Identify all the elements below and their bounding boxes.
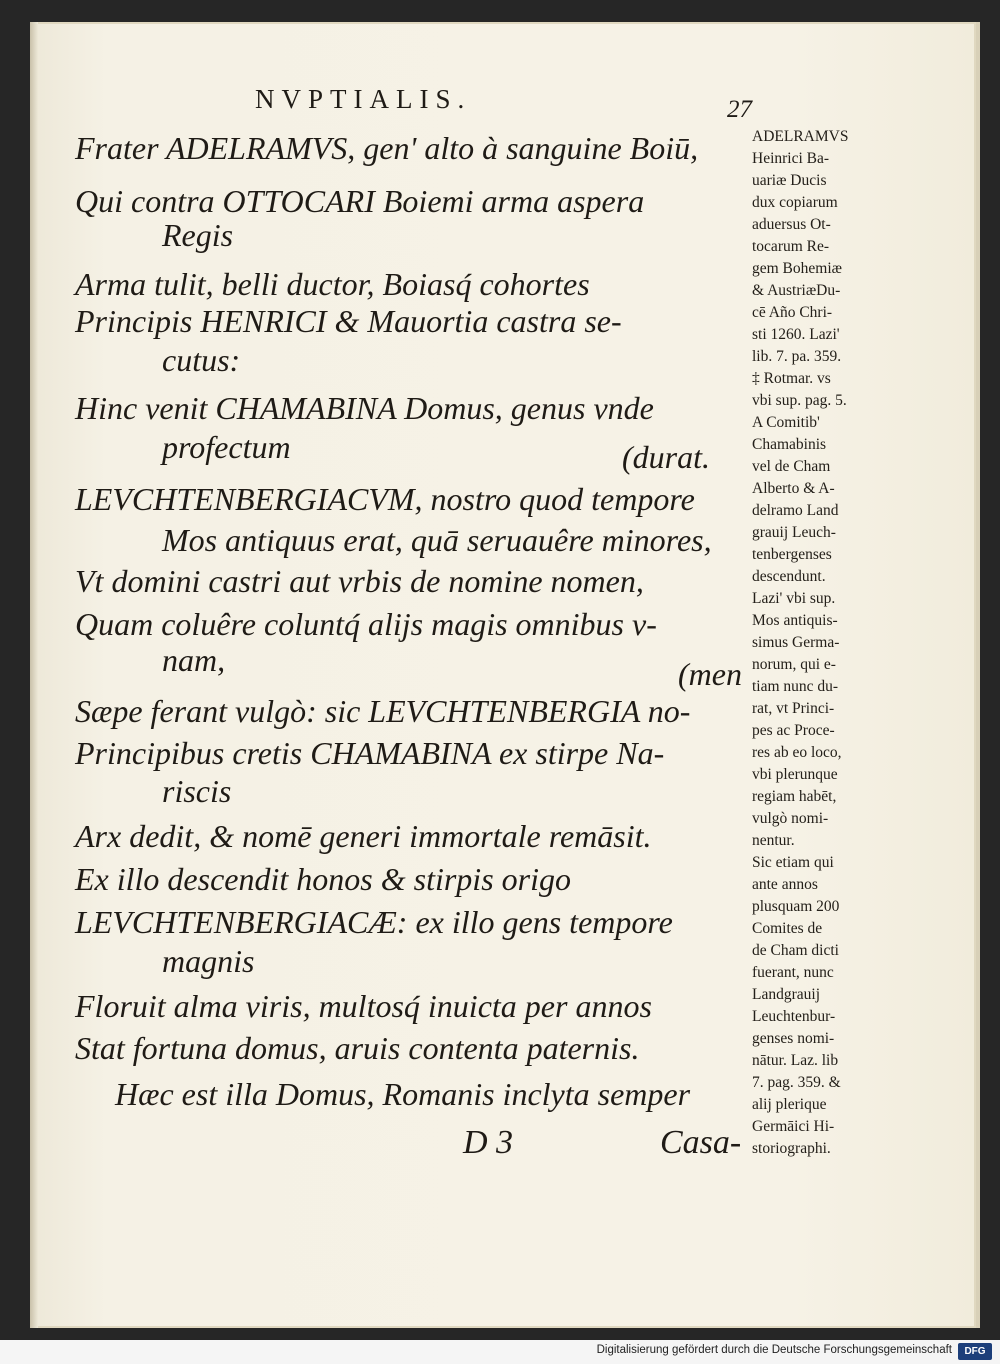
marginal-note-line: alij plerique (752, 1096, 827, 1113)
marginal-note-line: ‡ Rotmar. vs (752, 370, 831, 387)
marginal-note-line: delramo Land (752, 502, 839, 519)
verse-line: Mos antiquus erat, quā seruauêre minores, (162, 522, 712, 558)
verse-line: Regis (162, 217, 234, 253)
verse-line: riscis (162, 773, 232, 809)
marginal-note-line: simus Germa- (752, 634, 840, 651)
verse-line: Frater ADELRAMVS, gen' alto à sanguine Boiū, (75, 130, 699, 166)
verse-line: Principis HENRICI & Mauortia castra se- (75, 303, 622, 339)
marginal-note-line: ante annos (752, 876, 818, 893)
marginal-note-line: Heinrici Ba- (752, 150, 830, 167)
verse-line: LEVCHTENBERGIACVM, nostro quod tempore (75, 481, 695, 517)
marginal-note-line: tiam nunc du- (752, 678, 839, 695)
verse-line: Ex illo descendit honos & stirpis origo (75, 861, 571, 897)
marginal-note-line: tocarum Re- (752, 238, 830, 255)
marginal-note-line: Sic etiam qui (752, 854, 834, 871)
catchword: Casa- (660, 1124, 742, 1161)
marginal-note-line: pes ac Proce- (752, 722, 835, 739)
marginal-note-line: aduersus Ot- (752, 216, 831, 233)
marginal-note-line: Alberto & A- (752, 480, 835, 497)
marginal-note-line: storiographi. (752, 1140, 831, 1157)
marginal-note-line: dux copiarum (752, 194, 838, 211)
marginal-note-line: Chamabinis (752, 436, 827, 453)
marginal-note-line: ADELRAMVS (752, 128, 849, 145)
page-gutter-edge (30, 22, 38, 1328)
marginal-note-line: vulgò nomi- (752, 810, 829, 827)
marginal-note (752, 126, 902, 1160)
marginal-note-line: 7. pag. 359. & (752, 1074, 841, 1091)
marginal-note-line: plusquam 200 (752, 898, 840, 915)
marginal-note-line: de Cham dicti (752, 942, 839, 959)
marginal-note-line: norum, qui e- (752, 656, 836, 673)
verse-line: (durat. (622, 439, 710, 475)
signature-mark: D 3 (463, 1124, 514, 1161)
marginal-note-line: uariæ Ducis (752, 172, 827, 189)
marginal-note-line: rat, vt Princi- (752, 700, 835, 717)
verse-line: Vt domini castri aut vrbis de nomine nomen, (75, 563, 644, 599)
marginal-note-line: res ab eo loco, (752, 744, 842, 761)
verse-line: Arx dedit, & nomē generi immortale remāsit. (75, 818, 652, 854)
marginal-note-line: Germāici Hi- (752, 1118, 835, 1135)
marginal-note-line: gem Bohemiæ (752, 260, 842, 277)
verse-line: Qui contra OTTOCARI Boiemi arma aspera (75, 183, 645, 219)
running-head: NVPTIALIS. (255, 84, 472, 114)
verse-line: Sæpe ferant vulgò: sic LEVCHTENBERGIA no- (75, 693, 691, 729)
marginal-note-line: Lazi' vbi sup. (752, 590, 836, 607)
marginal-note-line: Comites de (752, 920, 823, 937)
marginal-note-line: vbi plerunque (752, 766, 838, 783)
marginal-note-line: grauij Leuch- (752, 524, 836, 541)
marginal-note-line: Mos antiquis- (752, 612, 838, 629)
marginal-note-line: lib. 7. pa. 359. (752, 348, 842, 365)
marginal-note-line: genses nomi- (752, 1030, 835, 1047)
marginal-note-line: cē Año Chri- (752, 304, 833, 321)
dfg-logo-icon: DFG (958, 1343, 992, 1360)
verse-line: (men (678, 656, 742, 692)
verse-line: cutus: (162, 342, 241, 378)
verse-line: Quam coluêre coluntq́ alijs magis omnibus v- (75, 606, 657, 642)
verse-line: Arma tulit, belli ductor, Boiasq́ cohortes (75, 266, 590, 302)
verse-line: profectum (162, 429, 291, 465)
verse-line: Floruit alma viris, multosq́ inuicta per annos (75, 988, 652, 1024)
marginal-note-line: nentur. (752, 832, 795, 849)
marginal-note-line: tenbergenses (752, 546, 832, 563)
marginal-note-line: fuerant, nunc (752, 964, 834, 981)
verse-line: Hinc venit CHAMABINA Domus, genus vnde (75, 390, 654, 426)
marginal-note-line: regiam habēt, (752, 788, 837, 805)
marginal-note-line: descendunt. (752, 568, 826, 585)
marginal-note-line: nātur. Laz. lib (752, 1052, 839, 1069)
marginal-note-line: A Comitib' (752, 414, 820, 431)
verse-line: Stat fortuna domus, aruis contenta paternis. (75, 1030, 640, 1066)
footer-bar (0, 1340, 1000, 1364)
page-number: 27 (727, 96, 752, 123)
verse-line: Principibus cretis CHAMABINA ex stirpe Na- (75, 735, 665, 771)
verse-line: Hæc est illa Domus, Romanis inclyta semper (115, 1076, 691, 1112)
marginal-note-line: & AustriæDu- (752, 282, 841, 299)
funding-notice: Digitalisierung gefördert durch die Deutsche Forschungsgemeinschaft (596, 1344, 952, 1356)
marginal-note-line: vbi sup. pag. 5. (752, 392, 847, 409)
verse-line: magnis (162, 943, 255, 979)
verse-line: nam, (162, 642, 226, 678)
marginal-note-line: sti 1260. Lazi' (752, 326, 840, 343)
marginal-note-line: Leuchtenbur- (752, 1008, 836, 1025)
verse-line: LEVCHTENBERGIACÆ: ex illo gens tempore (75, 904, 673, 940)
marginal-note-line: vel de Cham (752, 458, 831, 475)
marginal-note-line: Landgrauij (752, 986, 821, 1003)
